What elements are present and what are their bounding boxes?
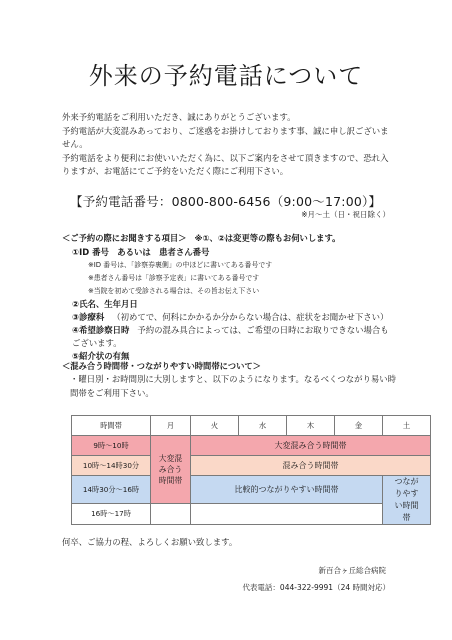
time-slot-cell: 16時～17時 [72, 504, 151, 525]
table-row [72, 504, 431, 525]
item-desc: （初めてで、何科にかかるか分からない場合は、症状をお聞かせ下さい） [112, 312, 389, 322]
schedule-table [71, 415, 431, 525]
intro-line: 予約電話をより便利にお使いいただく為に、以下ご案内をさせて頂きますので、恐れ入りますが、お電話にてご予約をいただく際にご利用下さい。 [62, 152, 389, 177]
intro-text [62, 111, 392, 179]
item-note: ※当院を初めて受診される場合は、その旨お伝え下さい [88, 287, 260, 295]
item-note: ※ID 番号は、「診察券裏側」の中ほどに書いてある番号です [88, 261, 273, 269]
empty-cell [151, 504, 191, 525]
table-row [72, 456, 431, 476]
main-phone: 代表電話：044-322-9991（24 時間対応） [242, 583, 390, 592]
page-title: 外来の予約電話について [88, 62, 364, 90]
header-sat: 土 [383, 416, 431, 436]
reservation-phone-number: 【予約電話番号：0800-800-6456（9:00～17:00）】 [70, 194, 382, 209]
saturday-less-busy-cell: つながりやすい時間帯 [383, 476, 431, 525]
hospital-name: 新百合ヶ丘総合病院 [318, 566, 386, 575]
hours-note: ※月～土（日・祝日除く） [301, 210, 390, 219]
item-id-number: ①ID 番号 あるいは 患者さん番号 [72, 247, 210, 257]
item-desc: 予約の混み具合によっては、ご希望の日時にお取りできない場合もございます。 [72, 325, 389, 348]
inquiry-items-list [62, 246, 392, 363]
very-busy-cell: 大変混み合う時間帯 [191, 436, 431, 456]
header-fri: 金 [335, 416, 383, 436]
empty-cell [191, 504, 383, 525]
item-label: ③診療科 [72, 312, 105, 322]
item-name-birthdate: ②氏名、生年月日 [72, 299, 138, 309]
section-heading-items [62, 232, 340, 244]
table-row [72, 436, 431, 456]
item-label: ④希望診察日時 [72, 325, 130, 335]
busy-cell: 混み合う時間帯 [191, 456, 431, 476]
intro-line: 予約電話が大変混みあっており、ご迷惑をお掛けしております事、誠に申し訳ございません。 [62, 125, 389, 150]
header-thu: 木 [287, 416, 335, 436]
intro-line: 外来予約電話をご利用いただき、誠にありがとうございます。 [62, 112, 296, 122]
table-row [72, 476, 431, 504]
header-tue: 火 [191, 416, 239, 436]
less-busy-cell: 比較的つながりやすい時間帯 [191, 476, 383, 504]
item-note: ※患者さん番号は「診察予定表」に書いてある番号です [88, 274, 260, 282]
table-header-row [72, 416, 431, 436]
item-referral-letter: ⑤紹介状の有無 [72, 351, 130, 361]
busy-times-bullet: ・曜日別・お時間別に大別しますと、以下のようになります。なるべくつながり易い時間帯をご利用下さい。 [70, 374, 396, 398]
item-desired-datetime [72, 324, 392, 350]
section-note: ※①、②は変更等の際もお伺いします。 [194, 233, 341, 243]
header-time-slot: 時間帯 [72, 416, 151, 436]
monday-busy-cell: 大変混み合う時間帯 [151, 436, 191, 504]
section-heading-text: ＜ご予約の際にお聞きする項目＞ [62, 233, 187, 243]
time-slot-cell: 9時～10時 [72, 436, 151, 456]
header-wed: 水 [239, 416, 287, 436]
item-department [72, 311, 392, 324]
section-heading-busy-times: ＜混み合う時間帯・つながりやすい時間帯について＞ [62, 361, 261, 371]
header-mon: 月 [151, 416, 191, 436]
closing-text: 何卒、ご協力の程、よろしくお願い致します。 [62, 537, 238, 547]
time-slot-cell: 10時～14時30分 [72, 456, 151, 476]
time-slot-cell: 14時30分～16時 [72, 476, 151, 504]
